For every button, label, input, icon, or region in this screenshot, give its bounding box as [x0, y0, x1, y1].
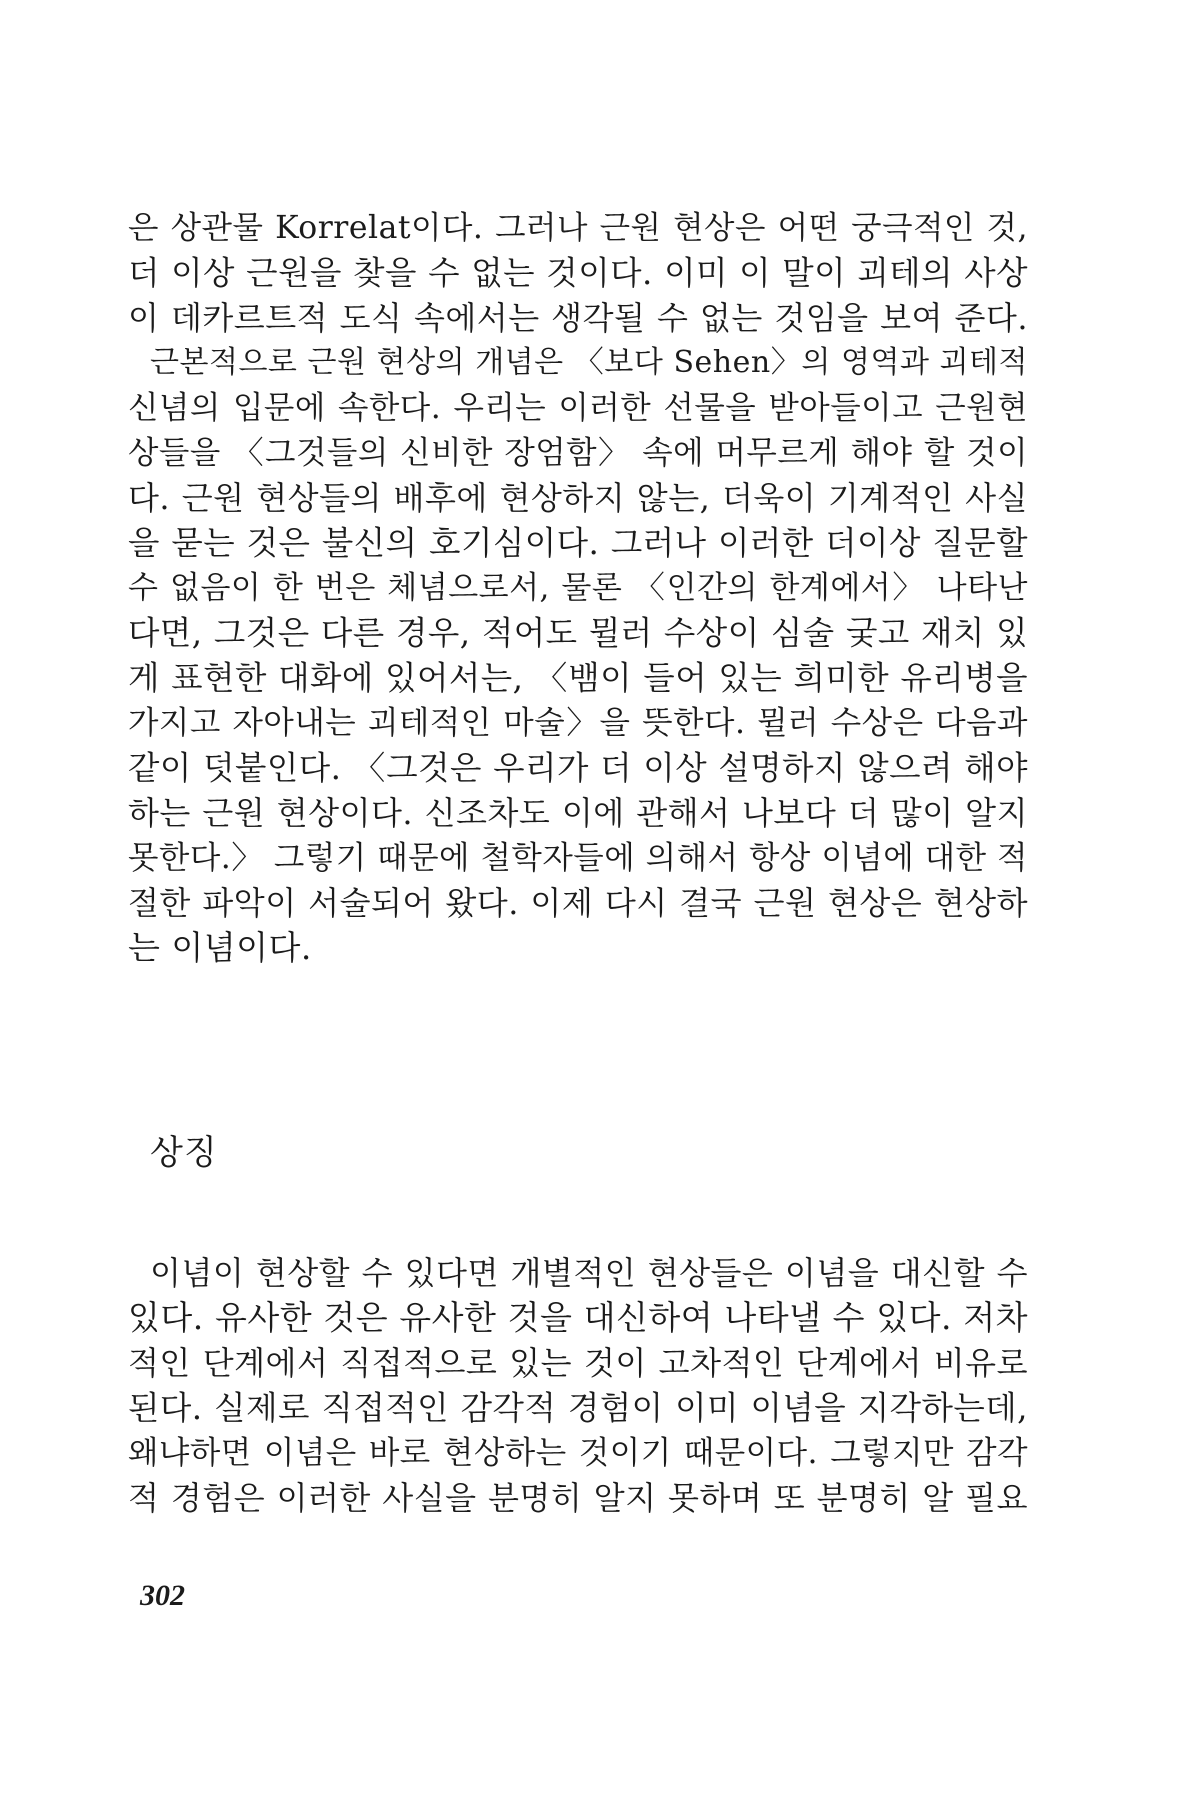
- text-line: 다. 근원 현상들의 배후에 현상하지 않는, 더욱이 기계적인 사실: [128, 479, 1028, 517]
- text-line: 수 없음이 한 번은 체념으로서, 물론 〈인간의 한계에서〉 나타난: [128, 570, 1028, 606]
- text-line: 같이 덧붙인다. 〈그것은 우리가 더 이상 설명하지 않으려 해야: [128, 749, 1028, 787]
- text-line: 적인 단계에서 직접적으로 있는 것이 고차적인 단계에서 비유로: [128, 1344, 1028, 1382]
- text-line: 가지고 자아내는 괴테적인 마술〉을 뜻한다. 뮐러 수상은 다음과: [128, 705, 1028, 741]
- section-heading: 상징: [150, 1133, 218, 1173]
- text-line: 이념이 현상할 수 있다면 개별적인 현상들은 이념을 대신할 수: [150, 1254, 1028, 1292]
- text-line: 하는 근원 현상이다. 신조차도 이에 관해서 나보다 더 많이 알지: [128, 794, 1028, 832]
- text-line: 이 데카르트적 도식 속에서는 생각될 수 없는 것임을 보여 준다.: [128, 299, 1028, 337]
- text-line: 못한다.〉 그렇기 때문에 철학자들에 의해서 항상 이념에 대한 적: [128, 840, 1028, 876]
- text-line: 더 이상 근원을 찾을 수 없는 것이다. 이미 이 말이 괴테의 사상: [128, 254, 1028, 292]
- text-line: 는 이념이다.: [128, 928, 312, 967]
- text-line: 절한 파악이 서술되어 왔다. 이제 다시 결국 근원 현상은 현상하: [128, 884, 1028, 922]
- text-line: 있다. 유사한 것은 유사한 것을 대신하여 나타낼 수 있다. 저차: [128, 1298, 1028, 1337]
- text-line: 은 상관물 Korrelat이다. 그러나 근원 현상은 어떤 궁극적인 것,: [128, 210, 1028, 246]
- text-line: 적 경험은 이러한 사실을 분명히 알지 못하며 또 분명히 알 필요: [128, 1479, 1028, 1517]
- text-line: 근본적으로 근원 현상의 개념은 〈보다 Sehen〉의 영역과 괴테적: [150, 345, 1028, 380]
- text-line: 다면, 그것은 다른 경우, 적어도 뮐러 수상이 심술 궂고 재치 있: [128, 614, 1028, 652]
- page-number: 302: [140, 1579, 185, 1612]
- text-line: 왜냐하면 이념은 바로 현상하는 것이기 때문이다. 그렇지만 감각: [128, 1435, 1028, 1471]
- text-line: 신념의 입문에 속한다. 우리는 이러한 선물을 받아들이고 근원현: [128, 390, 1028, 426]
- text-line: 게 표현한 대화에 있어서는, 〈뱀이 들어 있는 희미한 유리병을: [128, 659, 1028, 697]
- text-line: 상들을 〈그것들의 신비한 장엄함〉 속에 머무르게 해야 할 것이: [128, 435, 1028, 471]
- text-line: 된다. 실제로 직접적인 감각적 경험이 이미 이념을 지각하는데,: [128, 1389, 1028, 1427]
- text-line: 을 묻는 것은 불신의 호기심이다. 그러나 이러한 더이상 질문할: [128, 524, 1028, 562]
